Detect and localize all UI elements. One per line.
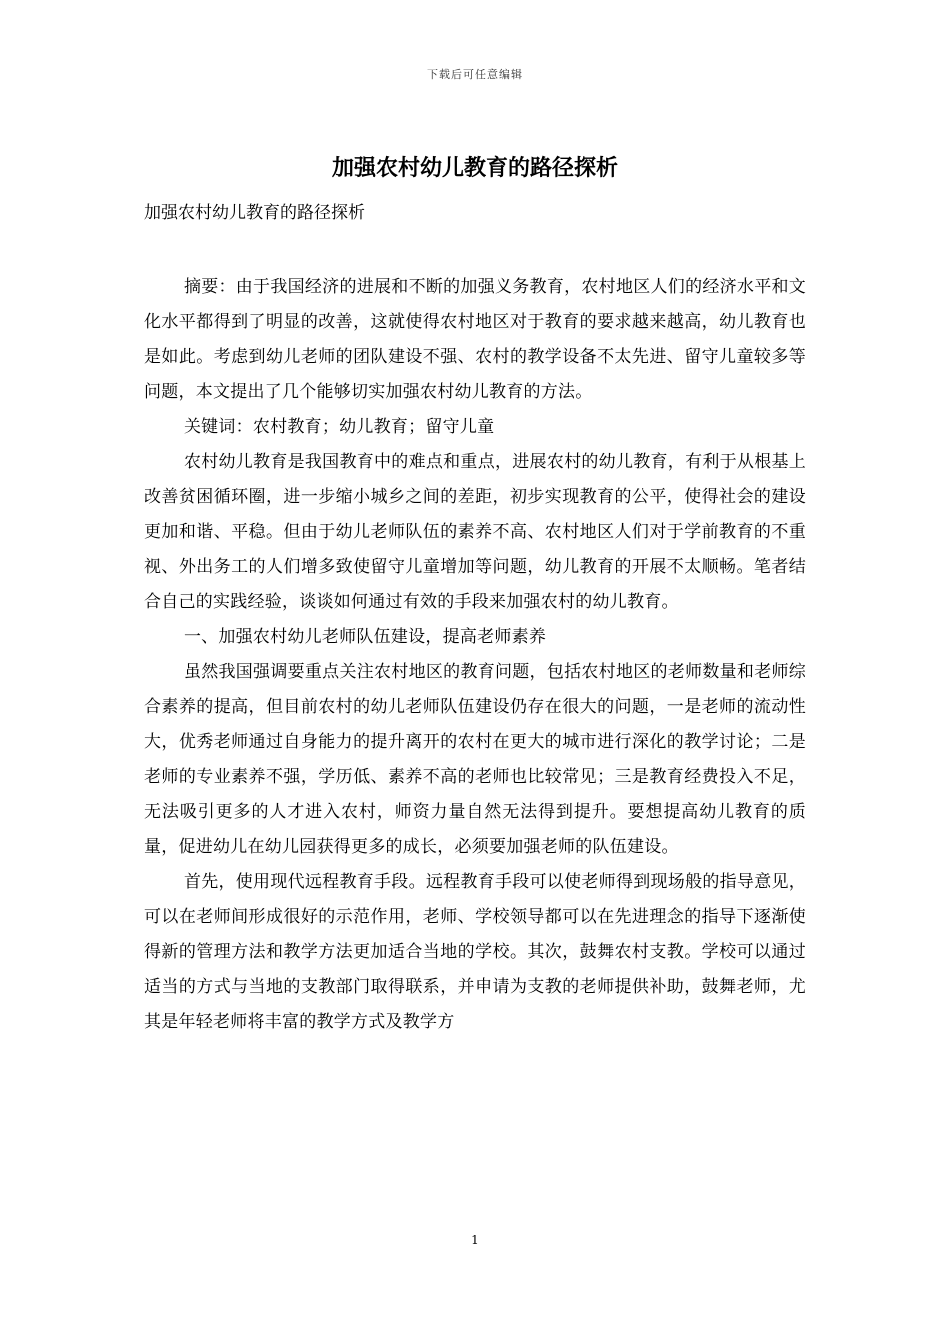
section-heading: 一、加强农村幼儿老师队伍建设，提高老师素养 bbox=[183, 627, 547, 647]
body-paragraph: 首先，使用现代远程教育手段。远程教育手段可以使老师得到现场般的指导意见，可以在老师间形成很好的示范作用，老师、学校领导都可以在先进理念的指导下逐渐使得新的管理方法和教学方法更加适合当地的学校。其次，鼓舞农村支教。学校可以通过适当的方式与当地的支教部门取得联系，并申请为支教的老师提供补助，鼓舞老师，尤其是年轻老师将丰富的教学方式及教学方 bbox=[144, 872, 806, 1032]
keywords-paragraph: 关键词：农村教育；幼儿教育；留守儿童 bbox=[183, 417, 495, 437]
body-paragraph: 虽然我国强调要重点关注农村地区的教育问题，包括农村地区的老师数量和老师综合素养的提高，但目前农村的幼儿老师队伍建设仍存在很大的问题，一是老师的流动性大，优秀老师通过自身能力的提升离开的农村在更大的城市进行深化的教学讨论；二是老师的专业素养不强，学历低、素养不高的老师也比较常见；三是教育经费投入不足，无法吸引更多的人才进入农村，师资力量自然无法得到提升。要想提高幼儿教育的质量，促进幼儿在幼儿园获得更多的成长，必须要加强老师的队伍建设。 bbox=[144, 662, 806, 857]
document-subtitle: 加强农村幼儿教育的路径探析 bbox=[144, 203, 365, 223]
header-note: 下载后可任意编辑 bbox=[427, 68, 523, 81]
intro-paragraph: 农村幼儿教育是我国教育中的难点和重点，进展农村的幼儿教育，有利于从根基上改善贫困循环圈，进一步缩小城乡之间的差距，初步实现教育的公平，使得社会的建设更加和谐、平稳。但由于幼儿老师队伍的素养不高、农村地区人们对于学前教育的不重视、外出务工的人们增多致使留守儿童增加等问题，幼儿教育的开展不太顺畅。笔者结合自己的实践经验，谈谈如何通过有效的手段来加强农村的幼儿教育。 bbox=[144, 452, 806, 612]
document-title: 加强农村幼儿教育的路径探析 bbox=[331, 155, 618, 181]
abstract-paragraph: 摘要：由于我国经济的进展和不断的加强义务教育，农村地区人们的经济水平和文化水平都得到了明显的改善，这就使得农村地区对于教育的要求越来越高，幼儿教育也是如此。考虑到幼儿老师的团队建设不强、农村的教学设备不太先进、留守儿童较多等问题，本文提出了几个能够切实加强农村幼儿教育的方法。 bbox=[144, 277, 806, 402]
document-body bbox=[144, 270, 806, 1040]
page-number: 1 bbox=[471, 1233, 479, 1247]
